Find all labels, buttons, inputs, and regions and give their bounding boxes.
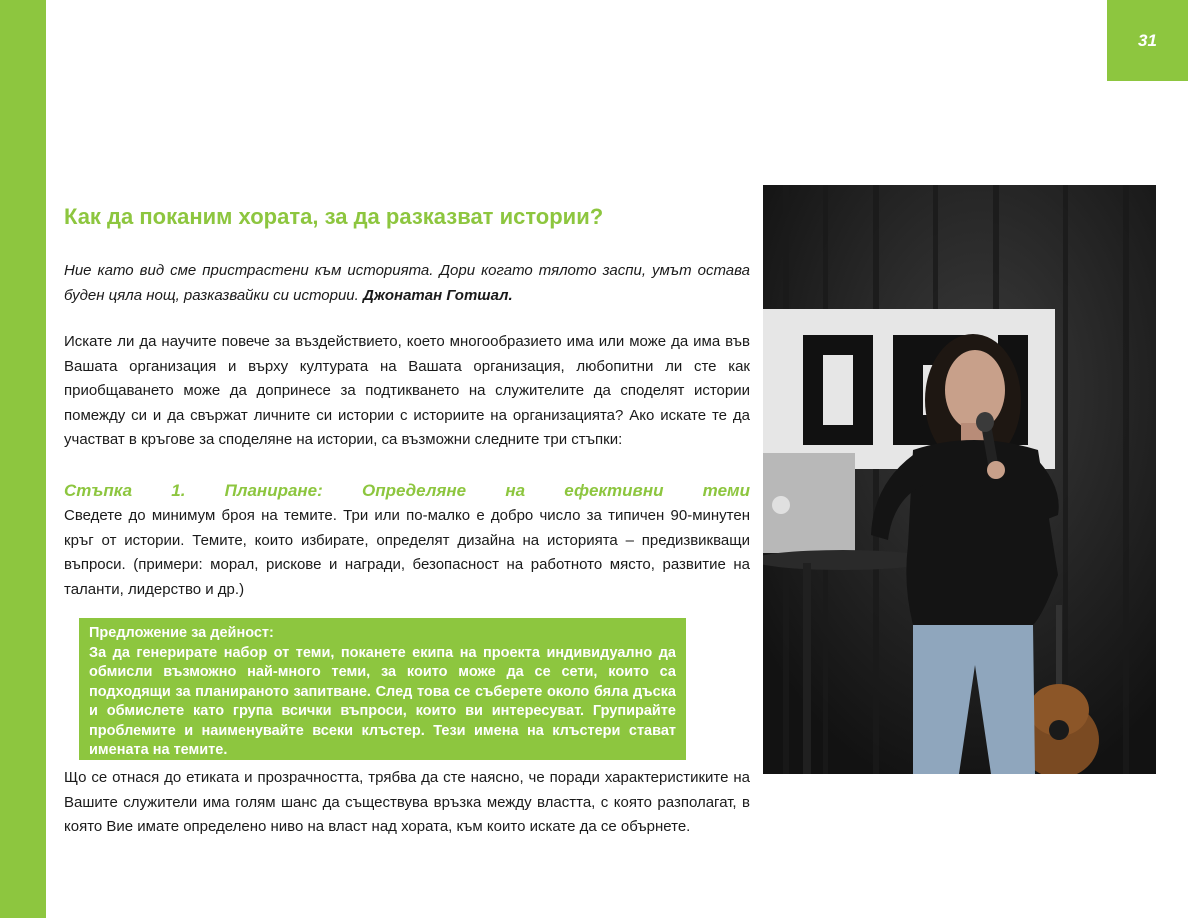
- speaker-photo: [763, 185, 1156, 774]
- epigraph-quote: [64, 259, 750, 308]
- step-1-heading: Стъпка 1. Планиране: Определяне на ефективни теми: [64, 481, 750, 500]
- activity-title: Предложение за дейност:: [89, 625, 274, 641]
- page-number: 31: [1107, 0, 1188, 81]
- quote-author: Джонатан Готшал.: [362, 286, 513, 304]
- intro-paragraph: Искате ли да научите повече за въздействието, което многообразието има или може да има във Вашата организация и върху културата на Вашата организация, любопитни ли сте как приобщаването може да допринесе за подтикването на служителите да споделят истории помежду си и да свържат личните си истории с историите на организацията? Ако искате те да участват в кръгове за споделяне на истории, са възможни следните три стъпки:: [64, 333, 750, 448]
- page-title: Как да поканим хората, за да разказват истории?: [64, 204, 604, 229]
- ethics-paragraph: Що се отнася до етиката и прозрачността, трябва да сте наясно, че поради характеристиките на Вашите служители има голям шанс да съществува връзка между властта, с която разполагат, в която Вие имате определено ниво на власт над хората, към които искате да се обърнете.: [64, 769, 750, 835]
- activity-suggestion-box: [79, 618, 686, 760]
- step-1-body: Сведете до минимум броя на темите. Три или по-малко е добро число за типичен 90-минутен кръг от истории. Темите, които избирате, определят дизайна на историята – предизвикващи въпроси. (примери: морал, рискове и награди, безопасност на работното място, развитие на таланти, лидерство и др.): [64, 507, 750, 598]
- activity-body: За да генерирате набор от теми, поканете екипа на проекта индивидуално да обмисли възможно най-много теми, за които може да се сети, които са подходящи за планираното запитване. След това се съберете около бяла дъска и обмислете като група всички въпроси, които ви интересуват. Групирайте проблемите и наименувайте всеки клъстер. Тези имена на клъстери стават имената на темите.: [89, 644, 676, 758]
- left-accent-bar: [0, 0, 46, 918]
- quote-text: Ние като вид сме пристрастени към историята. Дори когато тялото заспи, умът остава буден цяла нощ, разказвайки си истории.: [64, 262, 750, 304]
